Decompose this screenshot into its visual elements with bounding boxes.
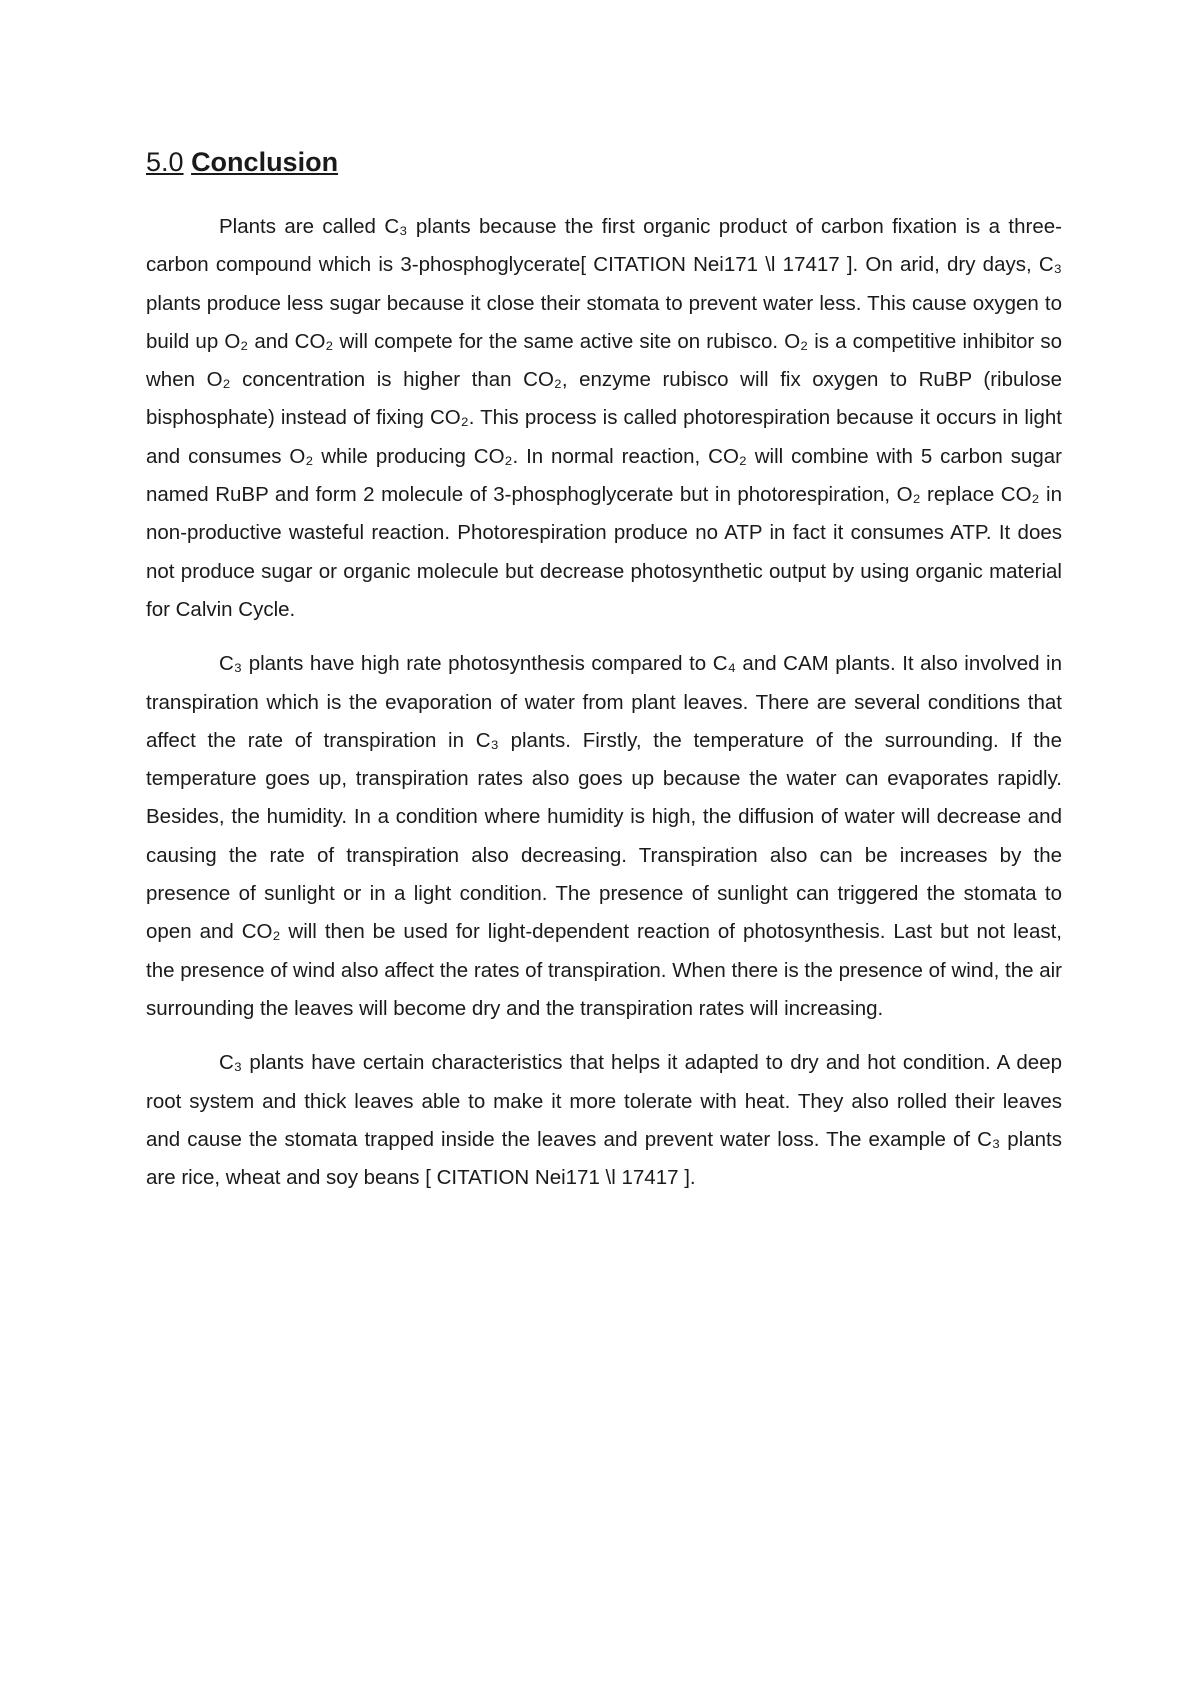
paragraph-photorespiration: Plants are called C₃ plants because the first organic product of carbon fixation is a three-carbon compound which is 3-phosphoglycerate[ CITATION Nei171 \l 17417 ]. On arid, dry days, C₃ plants produce less sugar because it close their stomata to prevent water less. This cause oxygen to build up O₂ and CO₂ will compete for the same active site on rubisco. O₂ is a competitive inhibitor so when O₂ concentration is higher than CO₂, enzyme rubisco will fix oxygen to RuBP (ribulose bisphosphate) instead of fixing CO₂. This process is called photorespiration because it occurs in light and consumes O₂ while producing CO₂. In normal reaction, CO₂ will combine with 5 carbon sugar named RuBP and form 2 molecule of 3-phosphoglycerate but in photorespiration, O₂ replace CO₂ in non-productive wasteful reaction. Photorespiration produce no ATP in fact it consumes ATP. It does not produce sugar or organic molecule but decrease photosynthetic output by using organic material for Calvin Cycle. [146, 215, 1062, 621]
paragraph-characteristics: C₃ plants have certain characteristics that helps it adapted to dry and hot condition. A deep root system and thick leaves able to make it more tolerate with heat. They also rolled their leaves and cause the stomata trapped inside the leaves and prevent water loss. The example of C₃ plants are rice, wheat and soy beans [ CITATION Nei171 \l 17417 ]. [146, 1051, 1062, 1190]
section-title: Conclusion [191, 147, 339, 177]
section-number: 5.0 [146, 147, 184, 177]
section-heading [146, 140, 1062, 184]
paragraph-transpiration: C₃ plants have high rate photosynthesis compared to C₄ and CAM plants. It also involved in transpiration which is the evaporation of water from plant leaves. There are several conditions that affect the rate of transpiration in C₃ plants. Firstly, the temperature of the surrounding. If the temperature goes up, transpiration rates also goes up because the water can evaporates rapidly. Besides, the humidity. In a condition where humidity is high, the diffusion of water will decrease and causing the rate of transpiration also decreasing. Transpiration also can be increases by the presence of sunlight or in a light condition. The presence of sunlight can triggered the stomata to open and CO₂ will then be used for light-dependent reaction of photosynthesis. Last but not least, the presence of wind also affect the rates of transpiration. When there is the presence of wind, the air surrounding the leaves will become dry and the transpiration rates will increasing. [146, 652, 1062, 1020]
document-page [146, 140, 1062, 1213]
